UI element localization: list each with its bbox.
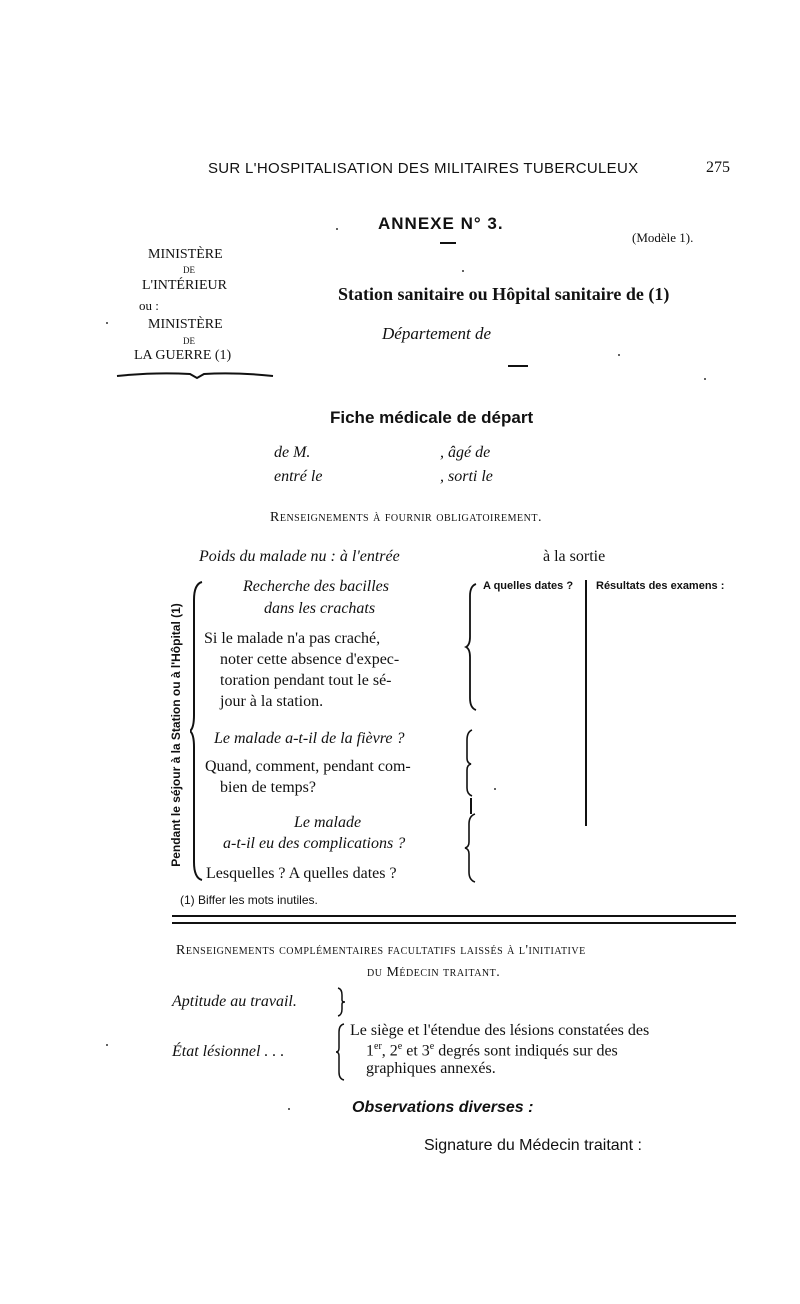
print-speck — [494, 788, 496, 790]
exit-date-label: , sorti le — [440, 468, 493, 485]
ministry-line: LA GUERRE (1) — [134, 348, 232, 363]
work-aptitude-label: Aptitude au travail. — [172, 993, 297, 1010]
side-label-stay: Pendant le séjour à la Station ou à l'Hôpital (1) — [169, 603, 183, 867]
department-dash — [508, 365, 528, 367]
ornament-rule — [115, 368, 275, 382]
lesion-degree-2: , 2 — [381, 1042, 398, 1060]
bacilli-label: Recherche des bacilles — [243, 578, 390, 595]
observations-label: Observations diverses : — [352, 1099, 534, 1116]
lesion-state-label: État lésionnel . . . — [172, 1043, 285, 1060]
optional-heading: Renseignements complémentaires facultatifs laissés à l'initiative — [176, 943, 586, 958]
no-sputum-note: jour à la station. — [220, 693, 324, 710]
bacilli-label: dans les crachats — [264, 600, 376, 617]
no-sputum-note: noter cette absence d'expec- — [220, 651, 400, 668]
lesion-degree-3: et 3 — [402, 1042, 430, 1060]
aptitude-brace — [335, 986, 347, 1018]
table-left-brace — [190, 580, 208, 882]
row-brace-complications — [463, 812, 479, 884]
patient-name-label: de M. — [274, 444, 311, 461]
row-brace-sputum — [464, 582, 480, 712]
fever-question: Le malade a-t-il de la fièvre ? — [214, 730, 405, 747]
print-speck — [462, 270, 464, 272]
no-sputum-note: toration pendant tout le sé- — [220, 672, 392, 689]
row-brace-fever — [462, 728, 476, 798]
annex-title-dash — [440, 242, 456, 244]
lesion-degree-1: 1 — [366, 1042, 374, 1060]
print-speck — [106, 1044, 108, 1046]
ministry-line: MINISTÈRE — [148, 247, 223, 262]
weight-exit-label: à la sortie — [543, 548, 606, 565]
ministry-line: ou : — [139, 298, 159, 313]
print-speck — [618, 354, 620, 356]
lesion-description — [366, 1041, 618, 1060]
running-title: SUR L'HOSPITALISATION DES MILITAIRES TUBERCULEUX — [208, 160, 639, 177]
annex-title: ANNEXE N° 3. — [378, 214, 504, 233]
department-label: Département de — [382, 324, 492, 343]
entry-date-label: entré le — [274, 468, 323, 485]
weight-label: Poids du malade nu : à l'entrée — [199, 548, 400, 565]
fiche-title: Fiche médicale de départ — [330, 408, 534, 427]
lesion-degree-3-sup: e — [429, 1041, 435, 1052]
no-sputum-note: Si le malade n'a pas craché, — [204, 630, 381, 647]
model-label: (Modèle 1). — [632, 230, 694, 245]
optional-heading: du Médecin traitant. — [367, 965, 501, 980]
print-speck — [336, 228, 338, 230]
ministry-line: L'INTÉRIEUR — [142, 278, 227, 293]
lesion-degree-1-sup: er — [374, 1041, 382, 1052]
col-header-dates: A quelles dates ? — [483, 580, 574, 592]
print-speck — [106, 322, 108, 324]
lesion-degree-2-sup: e — [397, 1041, 403, 1052]
print-speck — [288, 1108, 290, 1110]
required-heading: Renseignements à fournir obligatoirement. — [270, 510, 542, 525]
complications-details: Lesquelles ? A quelles dates ? — [206, 865, 397, 882]
fever-details: Quand, comment, pendant com- — [205, 758, 411, 775]
fever-details: bien de temps? — [220, 779, 316, 796]
ministry-line: MINISTÈRE — [148, 317, 223, 332]
complications-question: Le malade — [294, 814, 362, 831]
ministry-line: DE — [183, 265, 195, 275]
column-divider — [585, 580, 587, 826]
lesion-description: Le siège et l'étendue des lésions constatées des — [350, 1022, 650, 1039]
complications-question: a-t-il eu des complications ? — [223, 835, 406, 852]
patient-age-label: , âgé de — [440, 444, 491, 461]
col-header-results: Résultats des examens : — [596, 580, 725, 592]
lesion-degrees-text: degrés sont indiqués sur des — [434, 1042, 618, 1060]
section-divider — [172, 922, 736, 924]
ministry-line: DE — [183, 336, 195, 346]
footnote: (1) Biffer les mots inutiles. — [180, 893, 318, 907]
print-speck — [704, 378, 706, 380]
station-title: Station sanitaire ou Hôpital sanitaire de (1) — [338, 284, 670, 304]
page-number: 275 — [706, 159, 730, 176]
section-divider — [172, 915, 736, 917]
signature-label: Signature du Médecin traitant : — [424, 1137, 642, 1154]
lesion-brace — [334, 1022, 348, 1082]
lesion-description: graphiques annexés. — [366, 1060, 496, 1077]
